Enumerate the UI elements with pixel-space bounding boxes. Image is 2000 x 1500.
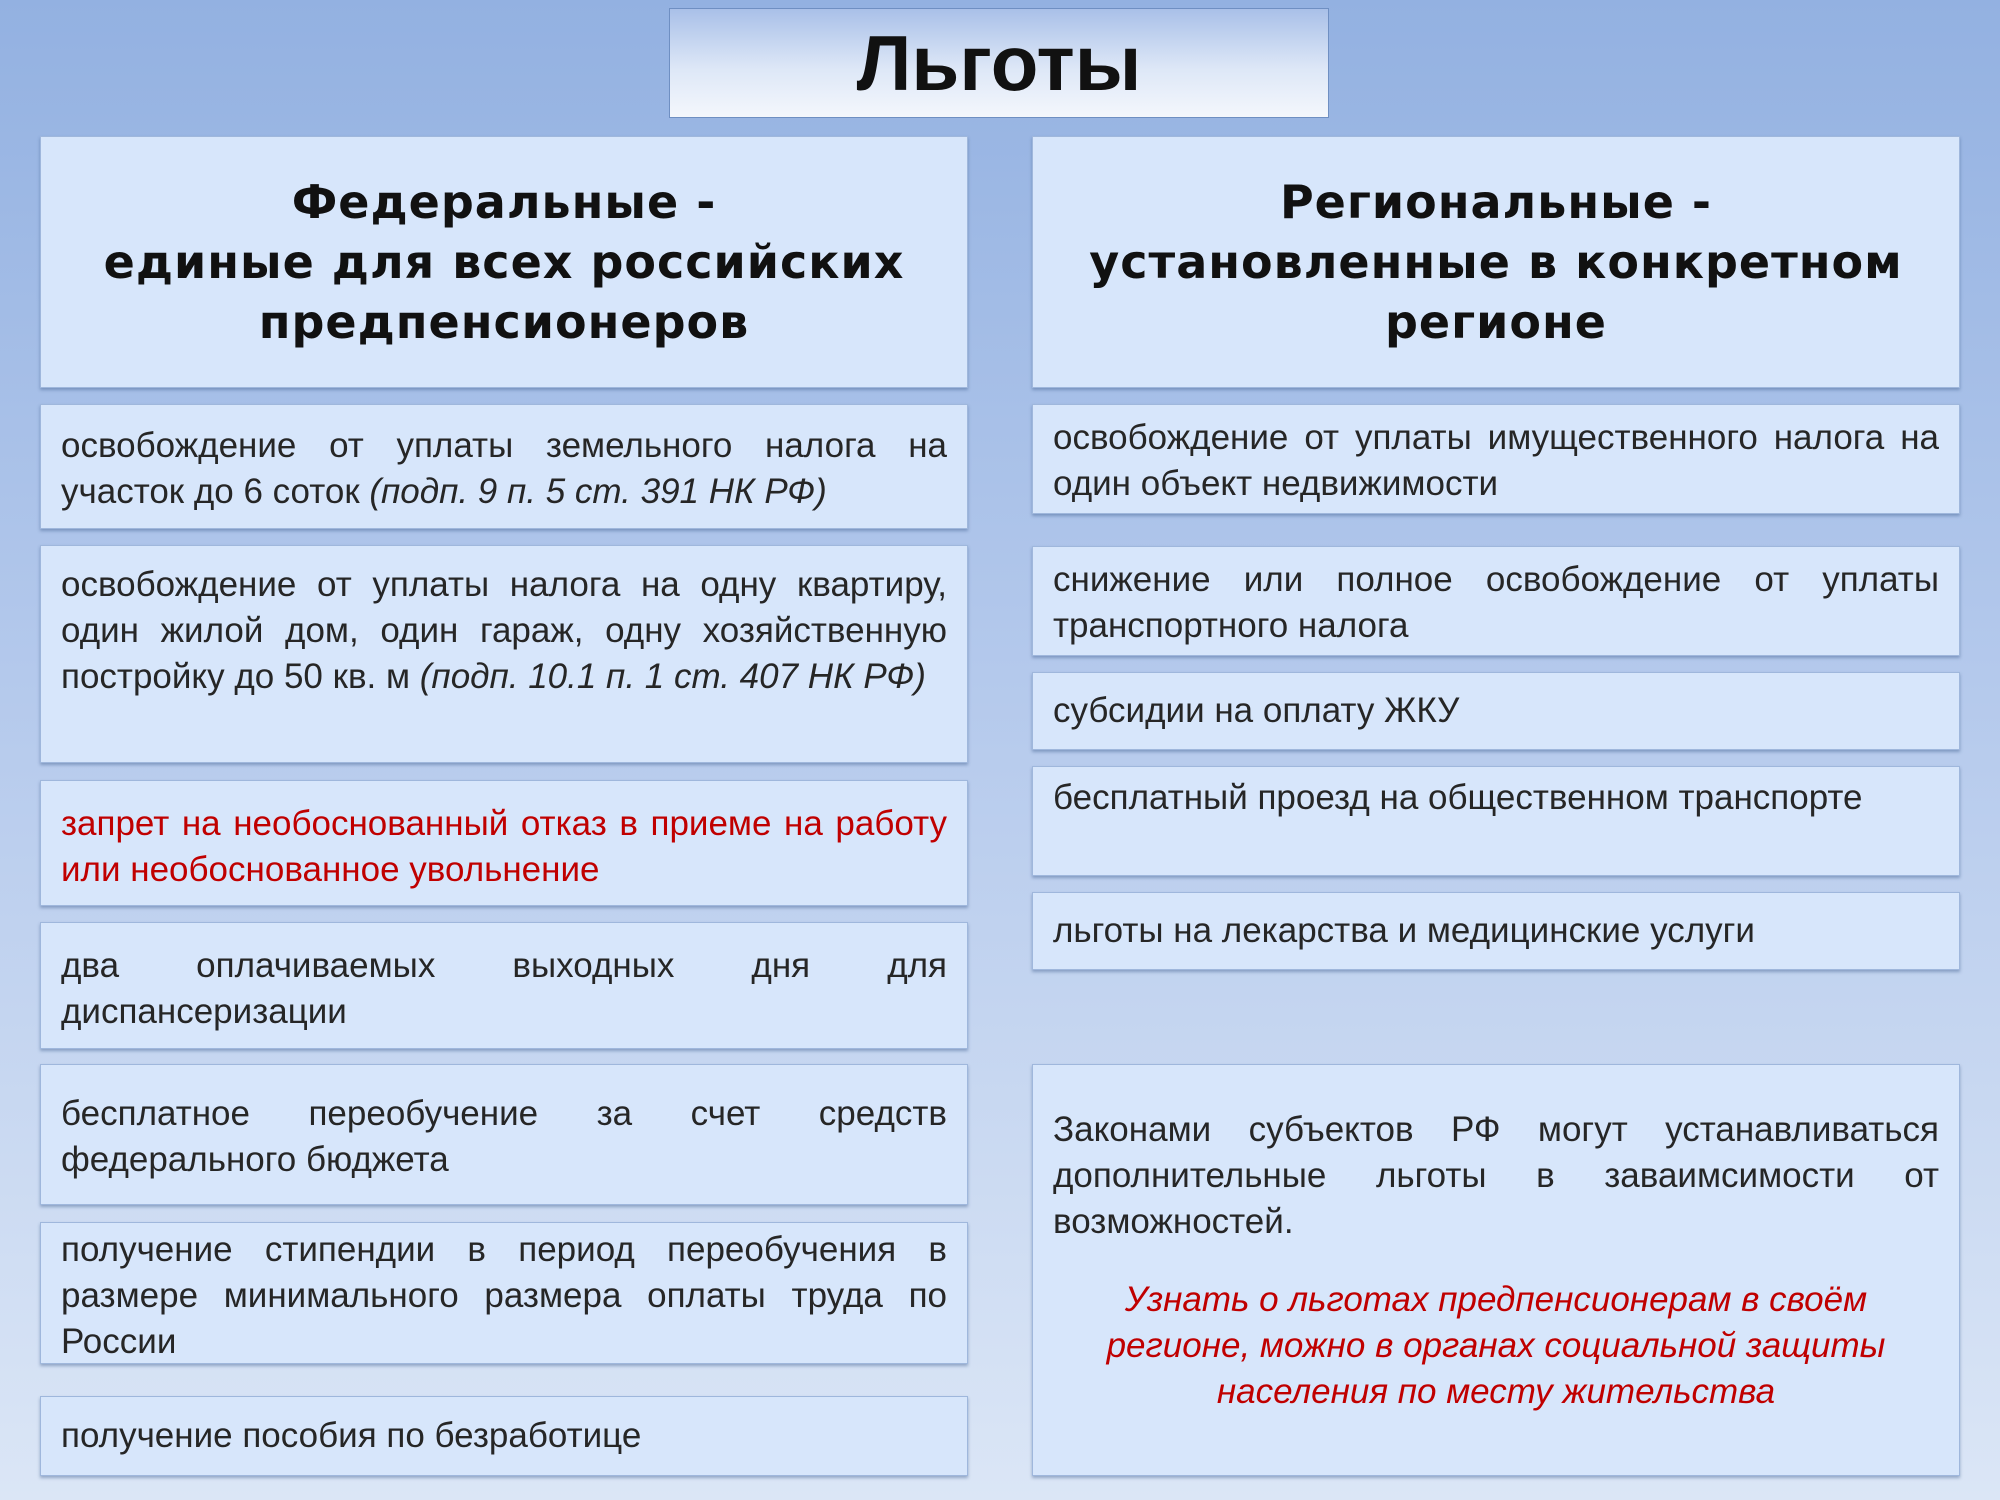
- regional-note-text: Законами субъектов РФ могут устанавливаться дополнительные льготы в заваимсимости от возможностей.: [1053, 1110, 1939, 1241]
- federal-item-stipend: [40, 1222, 968, 1364]
- regional-item-property-tax: [1032, 404, 1960, 514]
- regional-heading-line-1: Региональные -: [1279, 175, 1713, 229]
- regional-heading-line-2: установленные в конкретном: [1089, 235, 1903, 289]
- federal-item-employment-protection: [40, 780, 968, 906]
- regional-item-transport-tax: [1032, 546, 1960, 656]
- regional-note: [1032, 1064, 1960, 1476]
- federal-item-unemployment: [40, 1396, 968, 1476]
- regional-heading-line-3: регионе: [1385, 295, 1607, 349]
- page-title: Льготы: [669, 8, 1329, 118]
- regional-item-medicine: [1032, 892, 1960, 970]
- federal-item-retraining: [40, 1064, 968, 1205]
- federal-heading-line-3: предпенсионеров: [258, 295, 750, 349]
- federal-item-text: запрет на необоснованный отказ в приеме на работу или необоснованное увольнение: [61, 804, 947, 889]
- federal-item-text: бесплатное переобучение за счет средств федерального бюджета: [61, 1094, 947, 1179]
- federal-item-property-tax: [40, 545, 968, 763]
- regional-item-free-transport: [1032, 766, 1960, 876]
- federal-item-text: получение стипендии в период переобучения в размере минимального размера оплаты труда по России: [61, 1230, 947, 1361]
- regional-item-text: бесплатный проезд на общественном транспорте: [1053, 778, 1863, 817]
- regional-item-utilities: [1032, 672, 1960, 750]
- federal-item-text: два оплачиваемых выходных дня для диспансеризации: [61, 946, 947, 1031]
- federal-heading-line-2: единые для всех российских: [103, 235, 905, 289]
- federal-item-text: освобождение от уплаты земельного налога на участок до 6 соток: [61, 426, 947, 511]
- federal-item-text: освобождение от уплаты налога на одну квартиру, один жилой дом, один гараж, одну хозяйственную постройку до 50 кв. м: [61, 565, 947, 696]
- federal-heading: [40, 136, 968, 388]
- federal-item-citation: (подп. 10.1 п. 1 ст. 407 НК РФ): [419, 657, 926, 696]
- federal-item-citation: (подп. 9 п. 5 ст. 391 НК РФ): [369, 472, 827, 511]
- federal-heading-line-1: Федеральные -: [291, 175, 717, 229]
- regional-note-cta: [1053, 1277, 1939, 1415]
- regional-note-cta-line-2: регионе, можно в органах социальной защиты: [1106, 1326, 1886, 1365]
- regional-item-text: субсидии на оплату ЖКУ: [1053, 691, 1460, 730]
- regional-item-text: льготы на лекарства и медицинские услуги: [1053, 911, 1755, 950]
- regional-item-text: снижение или полное освобождение от уплаты транспортного налога: [1053, 560, 1939, 645]
- federal-item-medical-days: [40, 922, 968, 1049]
- regional-item-text: освобождение от уплаты имущественного налога на один объект недвижимости: [1053, 418, 1939, 503]
- federal-item-land-tax: [40, 404, 968, 529]
- regional-heading: [1032, 136, 1960, 388]
- regional-note-cta-line-1: Узнать о льготах предпенсионерам в своём: [1124, 1280, 1868, 1319]
- federal-item-text: получение пособия по безработице: [61, 1416, 642, 1455]
- regional-note-cta-line-3: населения по месту жительства: [1216, 1372, 1776, 1411]
